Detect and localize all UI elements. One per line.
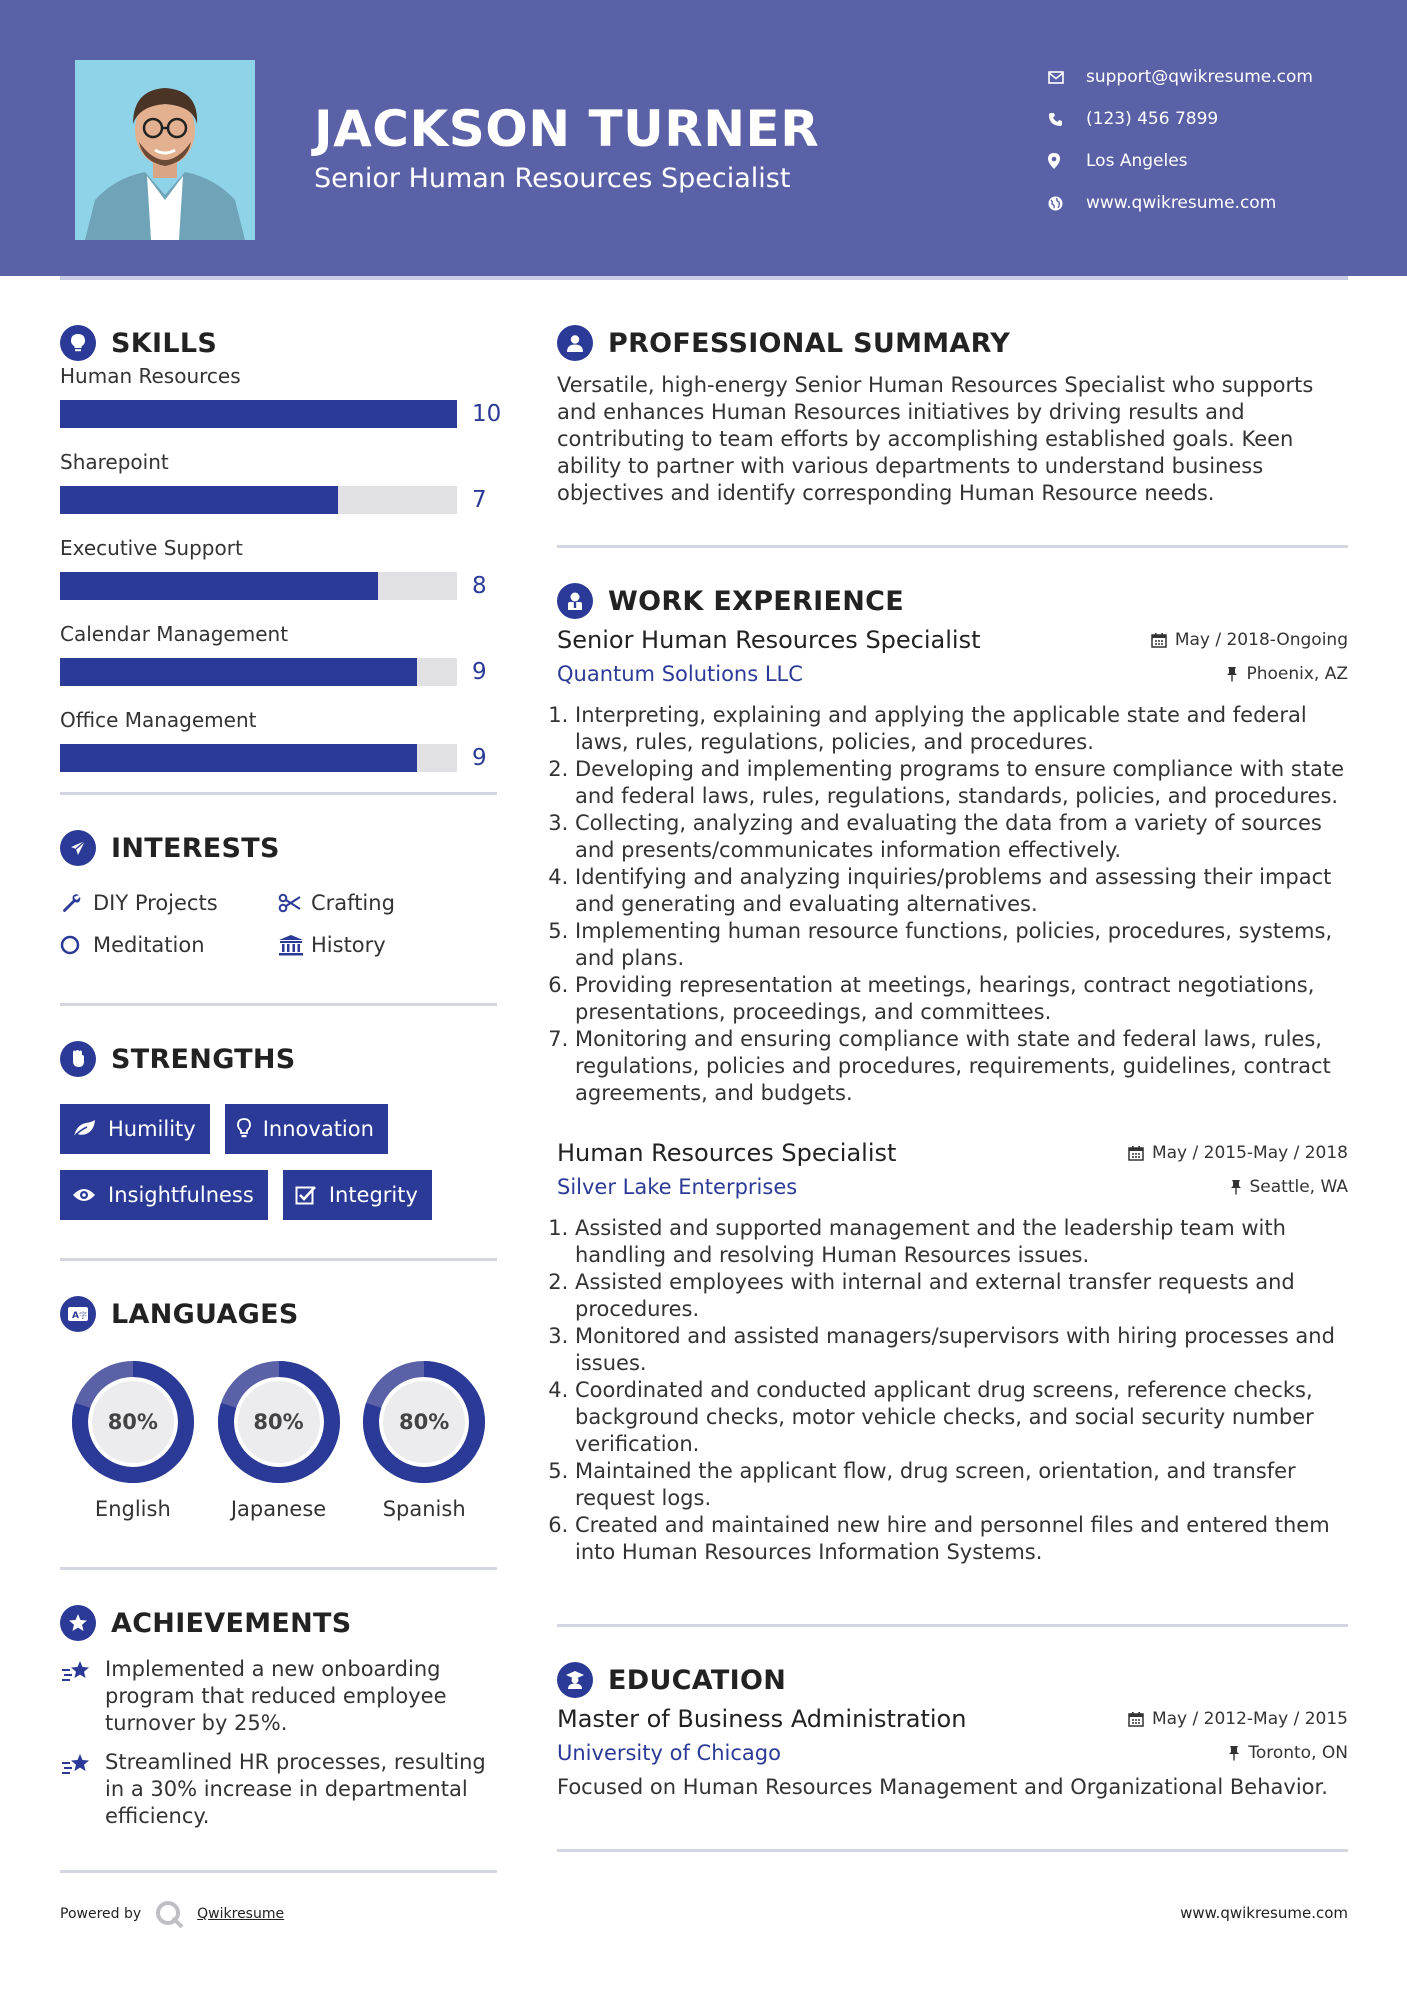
left-column bbox=[60, 318, 502, 1873]
right-column bbox=[557, 318, 1348, 1852]
strength-label: Humility bbox=[108, 1117, 196, 1141]
contact-email-text: support@qwikresume.com bbox=[1086, 67, 1313, 87]
section-divider bbox=[60, 1003, 497, 1006]
job-header bbox=[557, 1139, 1348, 1167]
job-role: Senior Human Resources Specialist bbox=[557, 626, 981, 654]
task-item: 7. Monitoring and ensuring compliance with state and federal laws, rules, regulations, policies and procedures, requirements, guidelines, contract agreements, and budgets. bbox=[575, 1026, 1348, 1107]
map-pin-icon bbox=[1048, 153, 1086, 169]
skill-bar bbox=[60, 572, 457, 600]
language-item bbox=[351, 1361, 497, 1521]
section-divider bbox=[60, 1870, 497, 1873]
interest-label: Meditation bbox=[93, 933, 205, 957]
summary-text: Versatile, high-energy Senior Human Resources Specialist who supports and enhances Human Resources initiatives by driving results and contributing to team efforts by accomplishing established goals. Keen ability to partner with various departments to understand business objectives and identify corresponding Human Resource needs. bbox=[557, 373, 1314, 505]
shooting-star-icon bbox=[60, 1656, 105, 1690]
education-location bbox=[1228, 1743, 1348, 1763]
strengths-heading bbox=[60, 1034, 497, 1084]
skill-level: 10 bbox=[472, 401, 502, 427]
qwikresume-logo-icon bbox=[155, 1900, 185, 1928]
task-item: 2. Assisted employees with internal and external transfer requests and procedures. bbox=[575, 1269, 1348, 1323]
language-item bbox=[60, 1361, 206, 1521]
calendar-icon bbox=[1151, 632, 1167, 648]
education-location-text: Toronto, ON bbox=[1248, 1743, 1348, 1763]
svg-text:字: 字 bbox=[79, 1311, 87, 1320]
job-dates bbox=[1128, 1143, 1348, 1163]
job-entry bbox=[557, 626, 1348, 1107]
job-dates-text: May / 2015-May / 2018 bbox=[1151, 1143, 1348, 1163]
skill-item bbox=[60, 622, 497, 708]
experience-heading bbox=[557, 576, 1348, 626]
strength-tag bbox=[60, 1104, 210, 1154]
interest-item bbox=[60, 891, 278, 915]
education-heading bbox=[557, 1655, 1348, 1705]
education-dates-text: May / 2012-May / 2015 bbox=[1151, 1709, 1348, 1729]
task-item: 4. Coordinated and conducted applicant drug screens, reference checks, background checks, motor vehicle checks, and social security number verification. bbox=[575, 1377, 1348, 1458]
job-dates bbox=[1151, 630, 1348, 650]
interests-list bbox=[60, 891, 497, 957]
contact-website[interactable] bbox=[1048, 182, 1313, 224]
job-subheader bbox=[557, 662, 1348, 686]
user-icon bbox=[557, 325, 593, 361]
fist-icon bbox=[60, 1041, 96, 1077]
language-icon bbox=[60, 1296, 96, 1332]
education-degree: Master of Business Administration bbox=[557, 1705, 967, 1733]
language-percent: 80% bbox=[107, 1410, 158, 1434]
strength-label: Innovation bbox=[262, 1117, 374, 1141]
section-divider bbox=[557, 545, 1348, 548]
summary-title: PROFESSIONAL SUMMARY bbox=[608, 327, 1011, 359]
strength-tag bbox=[283, 1170, 432, 1220]
job-subheader bbox=[557, 1175, 1348, 1199]
checkbox-icon bbox=[295, 1185, 317, 1205]
footer-website[interactable]: www.qwikresume.com bbox=[1180, 1904, 1348, 1922]
header-divider bbox=[60, 276, 1348, 280]
job-company: Silver Lake Enterprises bbox=[557, 1175, 798, 1199]
task-item: 3. Collecting, analyzing and evaluating the data from a variety of sources and presents/communicates information effectively. bbox=[575, 810, 1348, 864]
task-item: 5. Implementing human resource functions, policies, procedures, systems, and plans. bbox=[575, 918, 1348, 972]
job-location-text: Phoenix, AZ bbox=[1246, 664, 1348, 684]
section-divider bbox=[557, 1849, 1348, 1852]
skill-item bbox=[60, 536, 497, 622]
skill-name: Office Management bbox=[60, 708, 257, 732]
job-header bbox=[557, 626, 1348, 654]
skill-bar-fill bbox=[60, 572, 378, 600]
skill-bar bbox=[60, 486, 457, 514]
leaf-icon bbox=[72, 1119, 96, 1139]
contact-website-text: www.qwikresume.com bbox=[1086, 193, 1277, 213]
museum-icon bbox=[278, 934, 311, 956]
skill-bar-fill bbox=[60, 658, 417, 686]
task-item: 5. Maintained the applicant flow, drug screen, orientation, and transfer request logs. bbox=[575, 1458, 1348, 1512]
scissors-icon bbox=[278, 893, 311, 913]
contact-location-text: Los Angeles bbox=[1086, 151, 1188, 171]
task-item: 6. Providing representation at meetings, hearings, contract negotiations, presentations, proceedings, and committees. bbox=[575, 972, 1348, 1026]
task-item: 1. Interpreting, explaining and applying the applicable state and federal laws, rules, regulations, policies, and procedures. bbox=[575, 702, 1348, 756]
globe-icon bbox=[1048, 196, 1086, 211]
job-entry bbox=[557, 1139, 1348, 1566]
contact-phone[interactable] bbox=[1048, 98, 1313, 140]
job-location bbox=[1230, 1177, 1349, 1197]
language-name: English bbox=[94, 1497, 171, 1521]
powered-by bbox=[60, 1900, 284, 1928]
skills-title: SKILLS bbox=[111, 327, 218, 359]
skill-level: 9 bbox=[472, 745, 487, 771]
summary-heading bbox=[557, 318, 1348, 368]
candidate-name: JACKSON TURNER bbox=[314, 100, 820, 158]
circle-icon bbox=[60, 934, 93, 956]
strength-tag bbox=[225, 1104, 388, 1154]
experience-title: WORK EXPERIENCE bbox=[608, 585, 904, 617]
language-progress-ring bbox=[363, 1361, 485, 1483]
education-subheader bbox=[557, 1741, 1348, 1765]
skill-bar-fill bbox=[60, 400, 457, 428]
powered-by-label: Powered by bbox=[60, 1906, 142, 1922]
section-divider bbox=[60, 1258, 497, 1261]
pushpin-icon bbox=[1226, 666, 1238, 682]
skill-bar-fill bbox=[60, 486, 338, 514]
shooting-star-icon bbox=[60, 1749, 105, 1783]
education-title: EDUCATION bbox=[608, 1664, 787, 1696]
briefcase-icon bbox=[557, 583, 593, 619]
job-tasks bbox=[557, 1215, 1348, 1566]
contact-phone-text: (123) 456 7899 bbox=[1086, 109, 1219, 129]
strength-label: Insightfulness bbox=[108, 1183, 254, 1207]
star-badge-icon bbox=[60, 1605, 96, 1641]
skill-bar-fill bbox=[60, 744, 417, 772]
interest-label: History bbox=[311, 933, 386, 957]
achievement-item bbox=[60, 1749, 497, 1830]
skill-bar bbox=[60, 658, 457, 686]
education-dates bbox=[1128, 1709, 1348, 1729]
interests-heading bbox=[60, 823, 497, 873]
calendar-icon bbox=[1128, 1711, 1144, 1727]
skill-name: Sharepoint bbox=[60, 450, 169, 474]
candidate-title: Senior Human Resources Specialist bbox=[314, 163, 791, 194]
interest-item bbox=[278, 891, 496, 915]
skill-level: 7 bbox=[472, 487, 487, 513]
wrench-icon bbox=[60, 892, 93, 914]
languages-heading bbox=[60, 1289, 497, 1339]
language-percent: 80% bbox=[253, 1410, 304, 1434]
phone-icon bbox=[1048, 112, 1086, 127]
skill-level: 8 bbox=[472, 573, 487, 599]
pushpin-icon bbox=[1230, 1179, 1242, 1195]
interest-label: Crafting bbox=[311, 891, 395, 915]
interest-item bbox=[60, 933, 278, 957]
language-progress-ring bbox=[72, 1361, 194, 1483]
resume-header bbox=[0, 0, 1407, 276]
profile-photo bbox=[75, 60, 255, 240]
skill-item bbox=[60, 364, 502, 450]
achievement-text: Streamlined HR processes, resulting in a 30% increase in departmental efficiency. bbox=[105, 1750, 486, 1828]
envelope-icon bbox=[1048, 71, 1086, 84]
skill-item bbox=[60, 450, 497, 536]
strengths-list bbox=[60, 1104, 497, 1220]
lightbulb-icon bbox=[60, 325, 96, 361]
job-location bbox=[1226, 664, 1348, 684]
language-percent: 80% bbox=[399, 1410, 450, 1434]
education-description: Focused on Human Resources Management and Organizational Behavior. bbox=[557, 1775, 1328, 1799]
contact-email[interactable] bbox=[1048, 56, 1313, 98]
skill-name: Human Resources bbox=[60, 364, 241, 388]
eye-icon bbox=[72, 1187, 96, 1203]
achievements-heading bbox=[60, 1598, 497, 1648]
achievement-text: Implemented a new onboarding program that reduced employee turnover by 25%. bbox=[105, 1657, 447, 1735]
section-divider bbox=[60, 1567, 497, 1570]
section-divider bbox=[557, 1624, 1348, 1627]
language-name: Spanish bbox=[382, 1497, 466, 1521]
task-item: 4. Identifying and analyzing inquiries/problems and assessing their impact and generating and evaluating alternatives. bbox=[575, 864, 1348, 918]
achievement-item bbox=[60, 1656, 497, 1737]
qwikresume-link[interactable]: Qwikresume bbox=[197, 1906, 285, 1922]
skill-name: Calendar Management bbox=[60, 622, 289, 646]
skill-bar bbox=[60, 400, 457, 428]
job-role: Human Resources Specialist bbox=[557, 1139, 897, 1167]
skills-heading bbox=[60, 318, 497, 368]
education-header bbox=[557, 1705, 1348, 1733]
task-item: 6. Created and maintained new hire and personnel files and entered them into Human Resources Information Systems. bbox=[575, 1512, 1348, 1566]
language-item bbox=[206, 1361, 352, 1521]
education-entry bbox=[557, 1705, 1348, 1799]
contact-list bbox=[1048, 56, 1313, 224]
skill-item bbox=[60, 708, 497, 794]
task-item: 3. Monitored and assisted managers/supervisors with hiring processes and issues. bbox=[575, 1323, 1348, 1377]
contact-location bbox=[1048, 140, 1313, 182]
pushpin-icon bbox=[1228, 1745, 1240, 1761]
interests-title: INTERESTS bbox=[111, 832, 280, 864]
skill-bar bbox=[60, 744, 457, 772]
interest-item bbox=[278, 933, 496, 957]
task-item: 2. Developing and implementing programs to ensure compliance with state and federal laws, rules, regulations, standards, policies, and procedures. bbox=[575, 756, 1348, 810]
svg-text:A: A bbox=[72, 1311, 79, 1321]
task-item: 1. Assisted and supported management and the leadership team with handling and resolving Human Resources issues. bbox=[575, 1215, 1348, 1269]
job-location-text: Seattle, WA bbox=[1249, 1177, 1348, 1197]
skill-level: 9 bbox=[472, 659, 487, 685]
lightbulb-icon bbox=[237, 1118, 251, 1140]
interest-label: DIY Projects bbox=[93, 891, 218, 915]
languages-list bbox=[60, 1361, 497, 1521]
languages-title: LANGUAGES bbox=[111, 1298, 299, 1330]
job-tasks bbox=[557, 702, 1348, 1107]
language-progress-ring bbox=[218, 1361, 340, 1483]
skills-list bbox=[60, 364, 502, 792]
job-dates-text: May / 2018-Ongoing bbox=[1174, 630, 1348, 650]
calendar-icon bbox=[1128, 1145, 1144, 1161]
strength-label: Integrity bbox=[328, 1183, 418, 1207]
education-school: University of Chicago bbox=[557, 1741, 781, 1765]
strength-tag bbox=[60, 1170, 268, 1220]
language-name: Japanese bbox=[230, 1497, 327, 1521]
job-company: Quantum Solutions LLC bbox=[557, 662, 803, 686]
paper-plane-icon bbox=[60, 830, 96, 866]
skill-name: Executive Support bbox=[60, 536, 243, 560]
graduate-icon bbox=[557, 1662, 593, 1698]
strengths-title: STRENGTHS bbox=[111, 1043, 296, 1075]
achievements-title: ACHIEVEMENTS bbox=[111, 1607, 352, 1639]
